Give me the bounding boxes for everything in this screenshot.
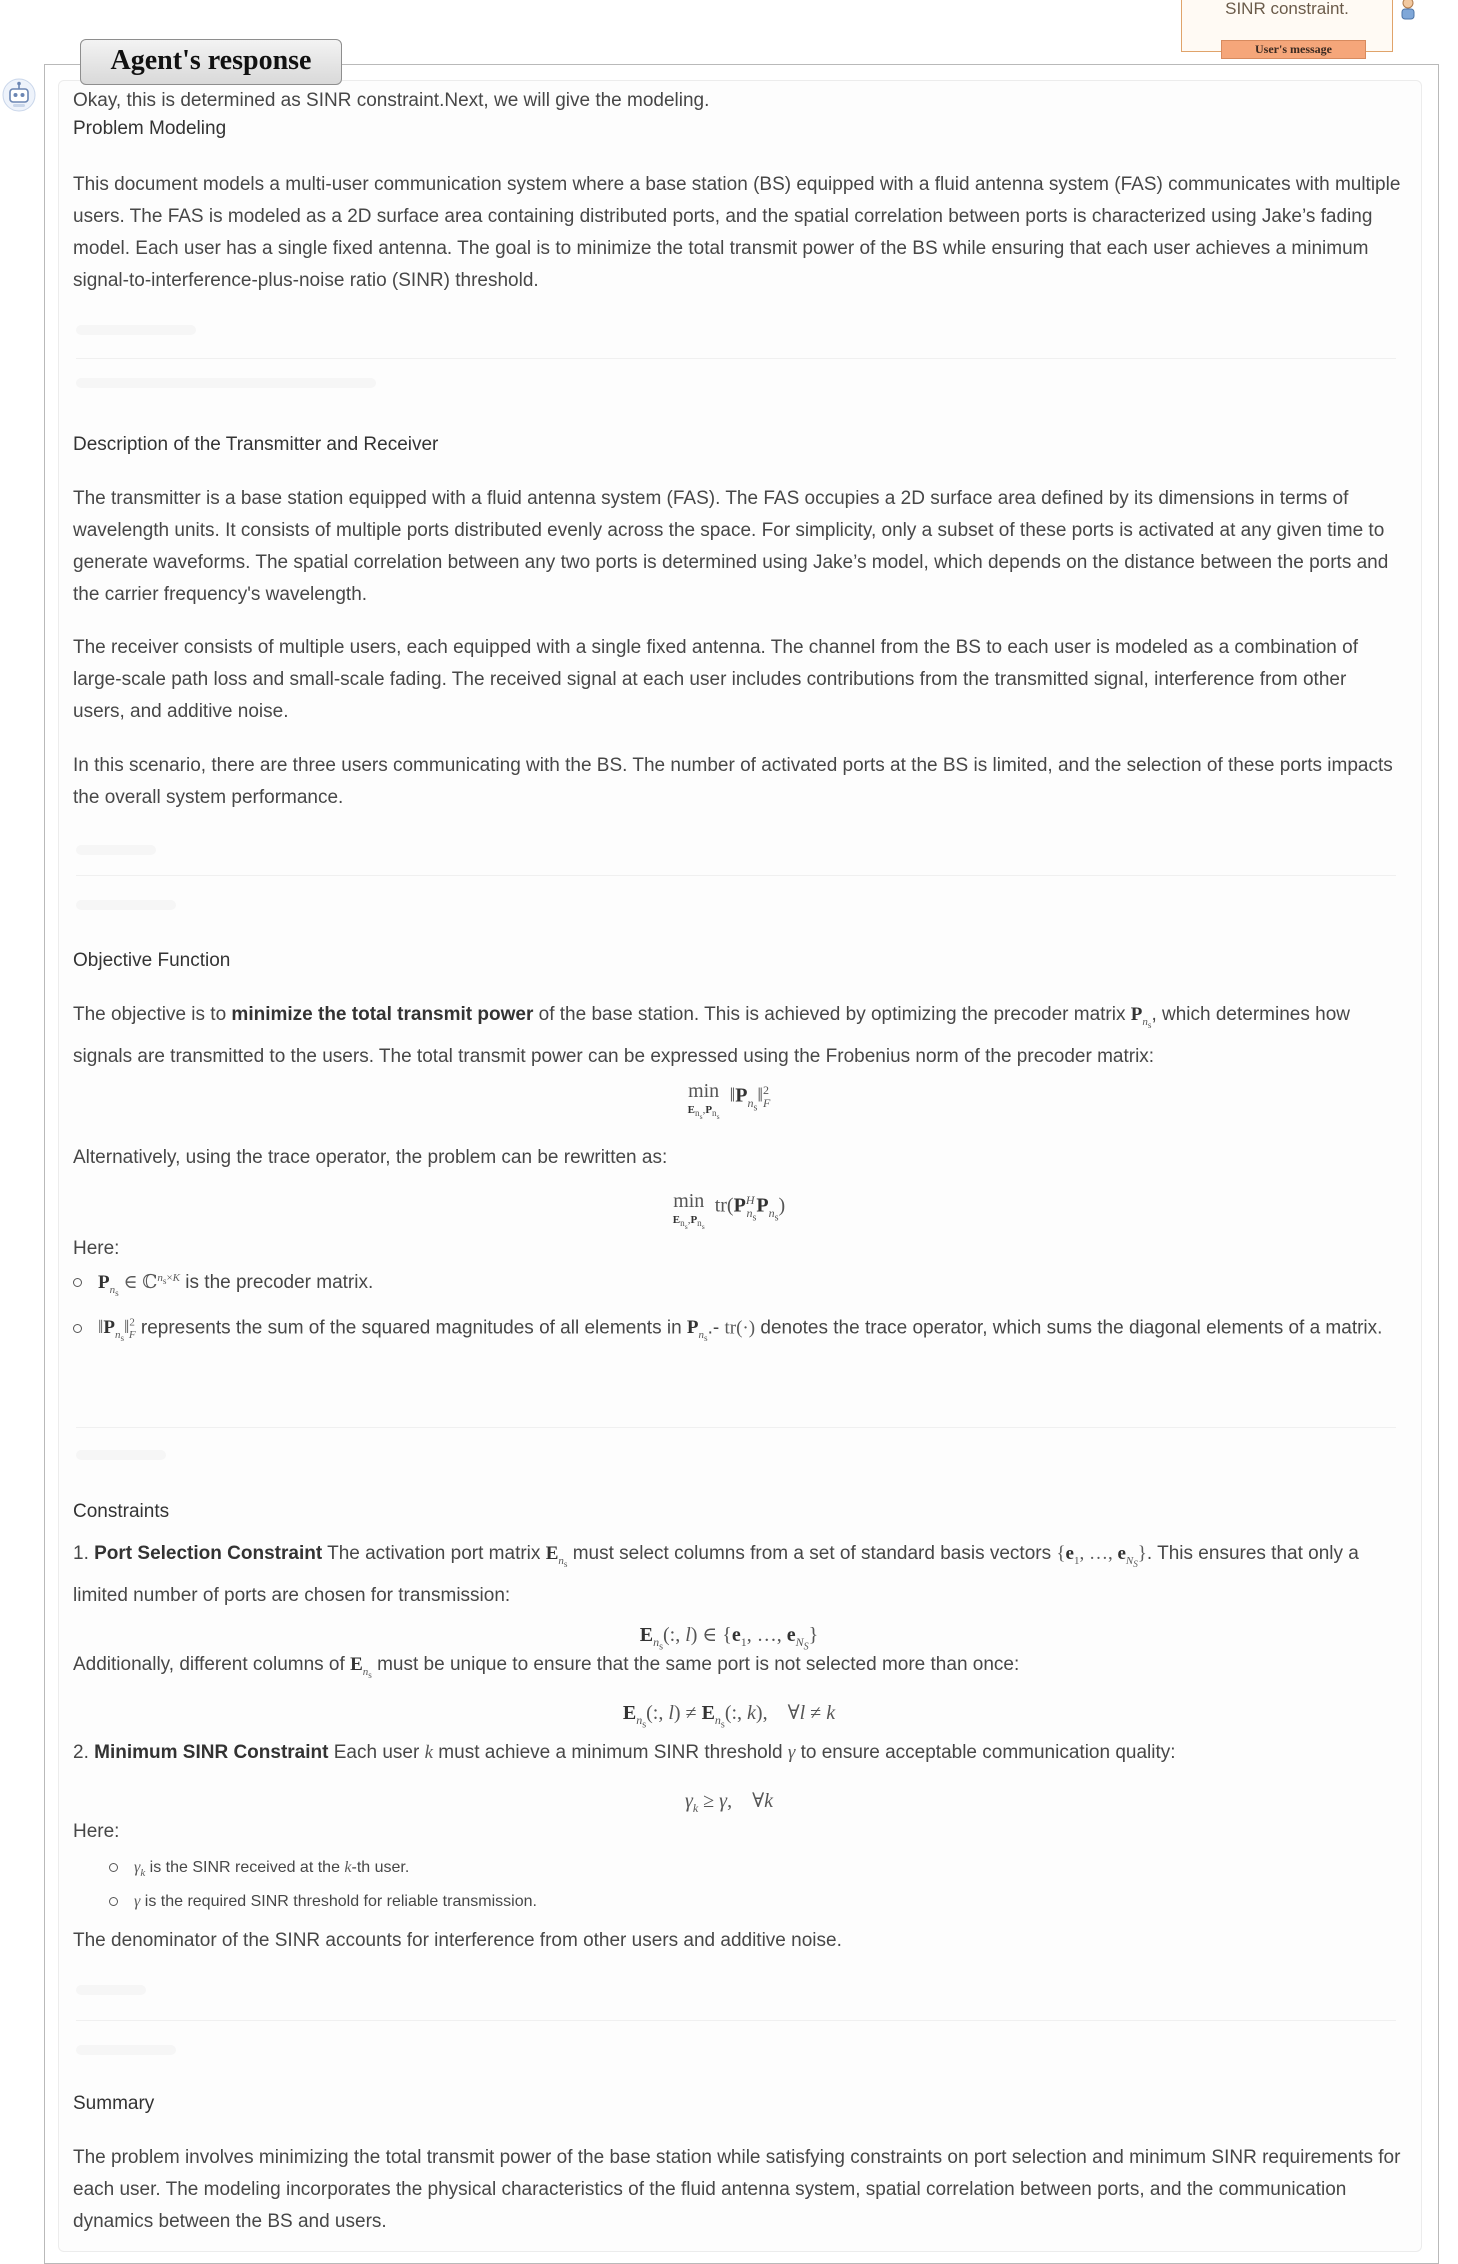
divider [76,1450,166,1460]
constraint-text: 2. [73,1742,95,1763]
list-item: $\gamma_k$ is the SINR received at the k-th user. [109,1859,409,1879]
divider [76,1427,1396,1428]
user-message-label: User's message [1221,40,1366,59]
agent-response-header: Agent's response [80,39,342,85]
divider [76,2045,176,2055]
unique-columns-text: Additionally, different columns of $E_{n_s}$ must be unique to ensure that the same port is not selected more than once: [73,1654,1020,1680]
list-item-text: is the precoder matrix. [180,1272,374,1293]
constraint-text: 1. [73,1543,95,1564]
list-item-text: denotes the trace operator, which sums the diagonal elements of a matrix. [755,1317,1383,1339]
constraint-text: must select columns from a set of standard basis vectors [567,1543,1057,1564]
tx-rx-heading: Description of the Transmitter and Receiver [73,434,439,455]
equation-unique-columns: $E_{n_s}$(:, $l) \ne E_{n_s}$(:, k), ∀l ≠ k [622,1702,836,1731]
summary-paragraph: The problem involves minimizing the total transmit power of the base station while satisfying constraints on port selection and minimum SINR requirements for each user. The modeling incorporates the physical characteristics of the fluid antenna system, spatial correlation between ports, and the communication dynamics between the BS and users. [73,2147,1401,2232]
constraint-text: must achieve a minimum SINR threshold [433,1742,788,1763]
divider [76,358,1396,359]
list-item-text: is the required SINR threshold for reliable transmission. [140,1893,537,1910]
alt-text: Alternatively, using the trace operator, the problem can be rewritten as: [73,1147,668,1168]
objective-paragraph [73,999,1403,1073]
objective-text: , which determines how signals are transmitted to the users. The total transmit power can be expressed using the Frobenius norm of the precoder matrix: [73,1004,1350,1067]
problem-modeling-paragraph: This document models a multi-user communication system where a base station (BS) equipped with a fluid antenna system (FAS) communicates with multiple users. The FAS is modeled as a 2D surface area containing distributed ports, and the spatial correlation between ports is characterized using Jake’s fading model. Each user has a single fixed antenna. The goal is to minimize the total transmit power of the BS while ensuring that each user achieves a minimum signal-to-interference-plus-noise ratio (SINR) threshold. [73,174,1401,291]
divider [76,2020,1396,2021]
robot-icon [2,78,36,112]
divider [76,900,176,910]
math-P: $P_{n_s}$ [1130,1004,1152,1030]
intro-text: Okay, this is determined as SINR constraint.Next, we will give the modeling. [73,90,710,111]
constraint-text: Additionally, different columns of [73,1654,351,1675]
constraint-text: . This ensures that only a limited number of ports are chosen for transmission: [73,1543,1359,1606]
constraints-heading: Constraints [73,1501,170,1522]
constraint-text: Each user [328,1742,425,1763]
denominator-text: The denominator of the SINR accounts for interference from other users and additive noise. [73,1930,842,1951]
list-item: $‖P_{n_s}‖^2_F$ represents the sum of the squared magnitudes of all elements in $P_{n_s}.-$ tr(·) denotes the trace operator, which sums the diagonal elements of a matrix. [73,1307,1403,1354]
rx-paragraph: The receiver consists of multiple users, each equipped with a single fixed antenna. The channel from the BS to each user is modeled as a combination of large-scale path loss and small-scale fading. The received signal at each user includes contributions from the transmitted signal, interference from other users, and additive noise. [73,637,1358,722]
constraint-text: to ensure acceptable communication quality: [795,1742,1176,1763]
port-selection-constraint: 1. Port Selection Constraint The activation port matrix $E_{n_s}$ must select columns from a set of standard basis vectors {$e_1$, …, $e_{N_S}$}. This ensures that only a limited number of ports are chosen for transmission: [73,1543,1359,1606]
objective-heading: Objective Function [73,950,231,971]
equation-min-trace: min $E_{n_s},P_{n_s}$ $tr(P^H_{n_s}P_{n_s})$ [672,1190,786,1232]
list-item-text: .- [707,1317,725,1339]
problem-modeling-heading: Problem Modeling [73,118,227,139]
list-item-text: -th user. [351,1859,410,1876]
constraint-text: must be unique to ensure that the same port is not selected more than once: [371,1654,1020,1675]
divider [76,875,1396,876]
list-item: $P_{n_s}$ ∈ ℂ$^{n_s\times K}$ is the precoder matrix. [73,1271,373,1298]
summary-heading: Summary [73,2093,155,2114]
objective-bold: minimize the total transmit power [231,1004,534,1025]
equation-sinr: $\gamma_k \ge \gamma$, ∀k [684,1790,774,1815]
list-item-text: represents the sum of the squared magnitudes of all elements in [135,1317,687,1339]
equation-port-selection: $E_{n_s}$(:, l) ∈ {$e_1$, …, $e_{N_S}$} [639,1624,819,1653]
here-label: Here: [73,1821,120,1842]
user-avatar-icon [1396,0,1420,20]
objective-text: The objective is to [73,1004,232,1025]
user-message-text: SINR constraint. [1225,0,1349,18]
divider [76,378,376,388]
divider [76,845,156,855]
list-item-text: is the SINR received at the [145,1859,345,1876]
equation-min-frobenius: min $E_{n_s},P_{n_s}$ $‖P_{n_s}‖^2_F$ [687,1080,771,1122]
constraint-text: The activation port matrix [322,1543,546,1564]
constraint-title: Port Selection Constraint [94,1543,323,1564]
constraint-title: Minimum SINR Constraint [94,1742,329,1763]
here-label: Here: [73,1238,120,1259]
scenario-paragraph: In this scenario, there are three users communicating with the BS. The number of activated ports at the BS is limited, and the selection of these ports impacts the overall system performance. [73,755,1393,808]
tx-paragraph: The transmitter is a base station equipped with a fluid antenna system (FAS). The FAS occupies a 2D surface area defined by its dimensions in terms of wavelength units. It consists of multiple ports distributed evenly across the space. For simplicity, only a subset of these ports is activated at any given time to generate waveforms. The spatial correlation between any two ports is determined using Jake’s model, which depends on the distance between the ports and the carrier frequency's wavelength. [73,488,1389,605]
divider [76,325,196,335]
list-item: γ is the required SINR threshold for reliable transmission. [109,1893,537,1911]
divider [76,1985,146,1995]
min-sinr-constraint: 2. Minimum SINR Constraint Each user k must achieve a minimum SINR threshold γ to ensure acceptable communication quality: [73,1742,1176,1763]
objective-text: of the base station. This is achieved by optimizing the precoder matrix [533,1004,1131,1025]
